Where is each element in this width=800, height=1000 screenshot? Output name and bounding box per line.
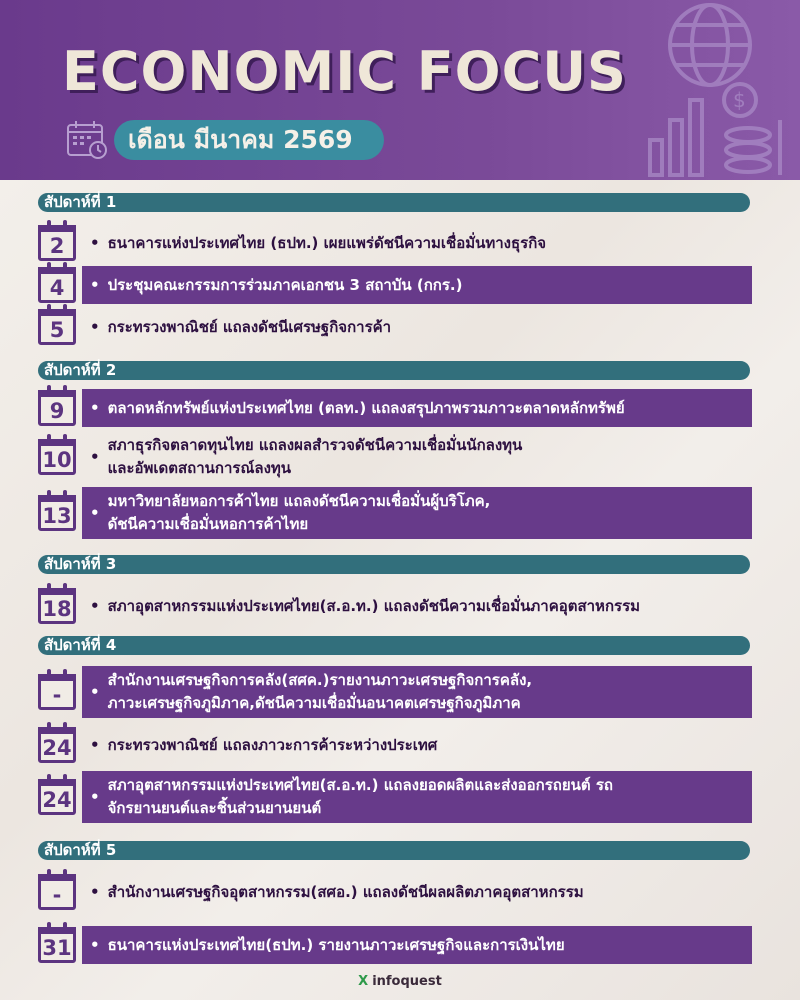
event-row: 10 • สภาธุรกิจตลาดทุนไทย แถลงผลสำรวจดัชนีความเชื่อมั่นนักลงทุน และอัพเดตสถานการณ์ลงทุน: [38, 432, 752, 482]
infoquest-logo-icon: X: [358, 974, 369, 989]
week-header-4: สัปดาห์ที่ 4: [38, 636, 750, 655]
event-row: 31 • ธนาคารแห่งประเทศไทย(ธปท.) รายงานภาวะเศรษฐกิจและการเงินไทย: [38, 926, 752, 964]
svg-text:$: $: [733, 88, 746, 112]
page-title: ECONOMIC FOCUS: [62, 40, 627, 103]
event-row: 9 • ตลาดหลักทรัพย์แห่งประเทศไทย (ตลท.) แถลงสรุปภาพรวมภาวะตลาดหลักทรัพย์: [38, 389, 752, 427]
event-text: กระทรวงพาณิชย์ แถลงดัชนีเศรษฐกิจการค้า: [107, 317, 392, 336]
event-row: 13 • มหาวิทยาลัยหอการค้าไทย แถลงดัชนีความเชื่อมั่นผู้บริโภค, ดัชนีความเชื่อมั่นหอการค้าไทย: [38, 487, 752, 539]
calendar-date-icon: 24: [38, 779, 76, 815]
event-row: 18 • สภาอุตสาหกรรมแห่งประเทศไทย(ส.อ.ท.) แถลงดัชนีความเชื่อมั่นภาคอุตสาหกรรม: [38, 587, 752, 625]
event-row: 24 • กระทรวงพาณิชย์ แถลงภาวะการค้าระหว่างประเทศ: [38, 726, 752, 764]
event-text: สำนักงานเศรษฐกิจการคลัง(สศค.)รายงานภาวะเศรษฐกิจการคลัง,: [107, 671, 533, 689]
event-row: 2 • ธนาคารแห่งประเทศไทย (ธปท.) เผยแพร่ดัชนีความเชื่อมั่นทางธุรกิจ: [38, 224, 752, 262]
calendar-date-icon: -: [38, 874, 76, 910]
calendar-date-icon: 9: [38, 390, 76, 426]
footer-brand: [0, 974, 800, 989]
event-text: ดัชนีความเชื่อมั่นหอการค้าไทย: [107, 515, 309, 533]
event-row: - • สำนักงานเศรษฐกิจอุตสาหกรรม(สศอ.) แถลงดัชนีผลผลิตภาคอุตสาหกรรม: [38, 873, 752, 911]
event-row: 4 • ประชุมคณะกรรมการร่วมภาคเอกชน 3 สถาบัน (กกร.): [38, 266, 752, 304]
globe-finance-icon: [630, 0, 800, 180]
event-text: ธนาคารแห่งประเทศไทย (ธปท.) เผยแพร่ดัชนีความเชื่อมั่นทางธุรกิจ: [107, 233, 547, 252]
week-header-1: สัปดาห์ที่ 1: [38, 193, 750, 212]
event-text: มหาวิทยาลัยหอการค้าไทย แถลงดัชนีความเชื่อมั่นผู้บริโภค,: [107, 492, 491, 510]
event-text: สำนักงานเศรษฐกิจอุตสาหกรรม(สศอ.) แถลงดัชนีผลผลิตภาคอุตสาหกรรม: [107, 882, 584, 901]
calendar-date-icon: 5: [38, 309, 76, 345]
event-row: 24 • สภาอุตสาหกรรมแห่งประเทศไทย(ส.อ.ท.) แถลงยอดผลิตและส่งออกรถยนต์ รถ จักรยานยนต์และชิ้นส่วนยานยนต์: [38, 771, 752, 823]
event-text: จักรยานยนต์และชิ้นส่วนยานยนต์: [107, 799, 322, 817]
event-text: ภาวะเศรษฐกิจภูมิภาค,ดัชนีความเชื่อมั่นอนาคตเศรษฐกิจภูมิภาค: [107, 694, 521, 712]
calendar-date-icon: 10: [38, 439, 76, 475]
event-text: สภาอุตสาหกรรมแห่งประเทศไทย(ส.อ.ท.) แถลงดัชนีความเชื่อมั่นภาคอุตสาหกรรม: [107, 596, 641, 615]
week-header-3: สัปดาห์ที่ 3: [38, 555, 750, 574]
event-text: สภาอุตสาหกรรมแห่งประเทศไทย(ส.อ.ท.) แถลงยอดผลิตและส่งออกรถยนต์ รถ: [107, 776, 614, 794]
calendar-date-icon: 4: [38, 267, 76, 303]
event-text: กระทรวงพาณิชย์ แถลงภาวะการค้าระหว่างประเทศ: [107, 735, 438, 754]
calendar-icon: [66, 120, 108, 160]
event-text: สภาธุรกิจตลาดทุนไทย แถลงผลสำรวจดัชนีความเชื่อมั่นนักลงทุน: [107, 436, 523, 454]
event-text: ประชุมคณะกรรมการร่วมภาคเอกชน 3 สถาบัน (กกร.): [107, 275, 463, 294]
event-text: ตลาดหลักทรัพย์แห่งประเทศไทย (ตลท.) แถลงสรุปภาพรวมภาวะตลาดหลักทรัพย์: [107, 398, 625, 417]
calendar-date-icon: -: [38, 674, 76, 710]
calendar-date-icon: 2: [38, 225, 76, 261]
header-banner: [0, 0, 800, 180]
brand-name: infoquest: [372, 974, 442, 989]
calendar-date-icon: 31: [38, 927, 76, 963]
week-header-2: สัปดาห์ที่ 2: [38, 361, 750, 380]
calendar-date-icon: 24: [38, 727, 76, 763]
month-label: เดือน มีนาคม 2569: [114, 120, 384, 160]
event-row: 5 • กระทรวงพาณิชย์ แถลงดัชนีเศรษฐกิจการค้า: [38, 308, 752, 346]
event-text: และอัพเดตสถานการณ์ลงทุน: [107, 459, 292, 477]
calendar-date-icon: 13: [38, 495, 76, 531]
week-header-5: สัปดาห์ที่ 5: [38, 841, 750, 860]
event-row: - • สำนักงานเศรษฐกิจการคลัง(สศค.)รายงานภาวะเศรษฐกิจการคลัง, ภาวะเศรษฐกิจภูมิภาค,ดัชนีความเชื่อมั่นอนาคตเศรษฐกิจภูมิภาค: [38, 666, 752, 718]
calendar-date-icon: 18: [38, 588, 76, 624]
event-text: ธนาคารแห่งประเทศไทย(ธปท.) รายงานภาวะเศรษฐกิจและการเงินไทย: [107, 935, 565, 954]
